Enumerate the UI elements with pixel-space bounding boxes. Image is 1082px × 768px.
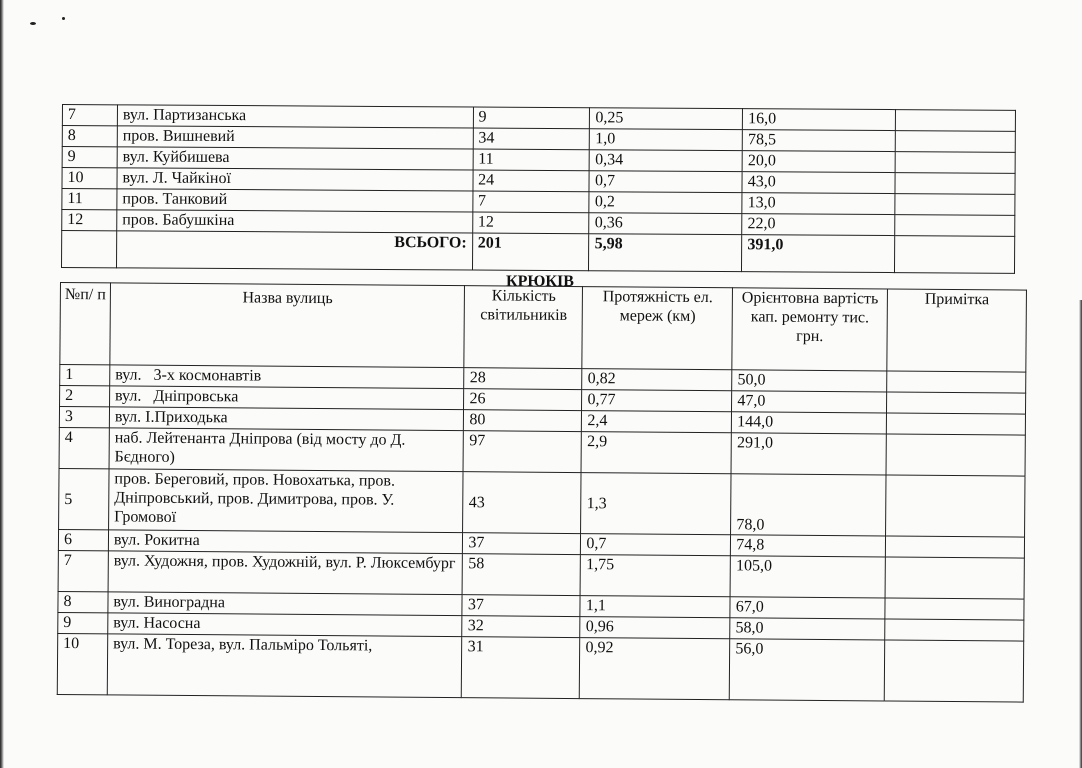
- total-lamp-count: 201: [472, 233, 589, 271]
- note: [895, 215, 1015, 237]
- row-number: 10: [57, 633, 107, 694]
- street-name: вул. Насосна: [108, 613, 463, 637]
- note: [887, 392, 1026, 414]
- row-number: 3: [59, 407, 109, 428]
- street-name: вул. Художня, пров. Художній, вул. Р. Люксембург: [108, 551, 463, 595]
- note: [884, 640, 1023, 702]
- network-length: 0,7: [581, 534, 731, 556]
- network-length: 0,92: [580, 638, 730, 700]
- lamp-count: 12: [472, 212, 589, 234]
- street-name: вул. М. Тореза, вул. Пальміро Тольяті,: [107, 634, 462, 698]
- repair-cost: 67,0: [730, 597, 885, 619]
- note: [885, 557, 1024, 599]
- header-number: №п/ п: [60, 283, 111, 365]
- total-label: ВСЬОГО:: [116, 231, 472, 270]
- lamp-count: 28: [464, 368, 582, 390]
- row-number: 1: [60, 365, 110, 386]
- total-row: [62, 231, 1015, 274]
- header-lamp-count: Кількість світильників: [464, 286, 583, 369]
- lamp-count: 37: [462, 595, 580, 617]
- street-name: вул. Рокитна: [108, 530, 463, 554]
- street-name: вул. Партизанська: [117, 105, 473, 128]
- note: [895, 110, 1015, 132]
- note: [885, 536, 1024, 558]
- lamp-count: 32: [462, 616, 580, 638]
- repair-cost: 144,0: [732, 412, 887, 434]
- lamp-count: 80: [464, 410, 582, 432]
- repair-cost: 16,0: [743, 109, 896, 131]
- street-name: пров. Бабушкіна: [117, 210, 473, 233]
- lamp-count: 24: [473, 170, 590, 192]
- street-name: вул. Л. Чайкіної: [117, 168, 473, 191]
- note: [895, 194, 1015, 216]
- row-number: 10: [62, 168, 117, 189]
- street-name: вул. Дніпровська: [109, 386, 464, 410]
- streets-table-continued: [61, 104, 1016, 274]
- note: [887, 371, 1026, 393]
- lamp-count: 58: [463, 554, 581, 596]
- note: [886, 413, 1025, 435]
- row-number: 8: [58, 591, 108, 612]
- header-repair-cost: Орієнтовна вартість кап. ремонту тис. грн.: [732, 288, 887, 371]
- lamp-count: 97: [464, 431, 582, 473]
- lamp-count: 7: [472, 191, 589, 213]
- note: [885, 619, 1024, 641]
- network-length: 1,0: [590, 129, 743, 151]
- repair-cost: 13,0: [742, 193, 895, 215]
- total-repair-cost: 391,0: [742, 235, 895, 273]
- network-length: 2,4: [582, 411, 732, 433]
- lamp-count: 31: [462, 637, 580, 699]
- network-length: 0,2: [589, 192, 742, 214]
- street-name: пров. Танковий: [117, 189, 473, 212]
- row-number: 2: [60, 386, 110, 407]
- note: [895, 152, 1015, 174]
- network-length: 1,75: [580, 555, 730, 597]
- repair-cost: 105,0: [730, 556, 885, 598]
- street-name: пров. Вишневий: [117, 126, 473, 149]
- row-number: 5: [59, 468, 109, 529]
- lamp-count: 26: [464, 389, 582, 411]
- repair-cost: 78,0: [731, 474, 886, 536]
- network-length: 1,3: [581, 473, 731, 535]
- row-number: 9: [58, 612, 108, 633]
- table-header-row: [60, 283, 1027, 373]
- note: [886, 475, 1025, 537]
- scan-edge-left: [0, 0, 4, 768]
- repair-cost: 78,5: [743, 130, 896, 152]
- table-row: [57, 633, 1023, 702]
- network-length: 0,36: [589, 213, 742, 235]
- header-network-length: Протяжність ел. мереж (км): [582, 287, 732, 370]
- kriukiv-streets-table: [57, 282, 1027, 703]
- lamp-count: 11: [473, 149, 590, 171]
- lamp-count: 34: [473, 128, 590, 150]
- row-number: 12: [62, 210, 117, 231]
- section-title: КРЮКІВ: [506, 273, 574, 290]
- repair-cost: 22,0: [742, 214, 895, 236]
- repair-cost: 291,0: [731, 433, 886, 475]
- row-number: 7: [58, 550, 108, 591]
- lamp-count: 43: [463, 472, 581, 534]
- scan-speck: [30, 22, 36, 25]
- street-name: вул. І.Приходька: [109, 407, 464, 431]
- row-number: 4: [59, 427, 109, 468]
- street-name: пров. Береговий, пров. Новохатька, пров. Дніпровський, пров. Димитрова, пров. У. Громової: [109, 469, 464, 533]
- header-note: Примітка: [887, 289, 1027, 372]
- repair-cost: 74,8: [731, 535, 886, 557]
- row-number: 7: [62, 105, 117, 126]
- street-name: вул. Куйбишева: [117, 147, 473, 170]
- total-empty-cell: [62, 231, 117, 268]
- network-length: 0,7: [589, 171, 742, 193]
- scan-speck: [62, 17, 65, 20]
- network-length: 0,96: [580, 617, 730, 639]
- row-number: 6: [58, 529, 108, 550]
- network-length: 2,9: [581, 432, 731, 474]
- lamp-count: 37: [463, 533, 581, 555]
- note: [886, 434, 1025, 476]
- note: [895, 131, 1015, 153]
- lamp-count: 9: [473, 107, 590, 129]
- table-row: [59, 468, 1025, 537]
- repair-cost: 20,0: [742, 151, 895, 173]
- total-network-length: 5,98: [589, 234, 742, 272]
- repair-cost: 56,0: [730, 639, 885, 701]
- network-length: 0,34: [590, 150, 743, 172]
- street-name: вул. Виноградна: [108, 592, 463, 616]
- row-number: 9: [62, 147, 117, 168]
- header-street-name: Назва вулиць: [110, 283, 465, 368]
- street-name: наб. Лейтенанта Дніпрова (від мосту до Д. Бєдного): [109, 428, 464, 472]
- repair-cost: 43,0: [742, 172, 895, 194]
- total-note: [895, 236, 1015, 274]
- row-number: 11: [62, 189, 117, 210]
- note: [885, 598, 1024, 620]
- network-length: 0,82: [582, 369, 732, 391]
- network-length: 0,25: [590, 108, 743, 130]
- note: [895, 173, 1015, 195]
- repair-cost: 50,0: [732, 370, 887, 392]
- network-length: 0,77: [582, 390, 732, 412]
- row-number: 8: [62, 126, 117, 147]
- street-name: вул. 3-х космонавтів: [110, 365, 465, 389]
- repair-cost: 47,0: [732, 391, 887, 413]
- repair-cost: 58,0: [730, 618, 885, 640]
- network-length: 1,1: [580, 596, 730, 618]
